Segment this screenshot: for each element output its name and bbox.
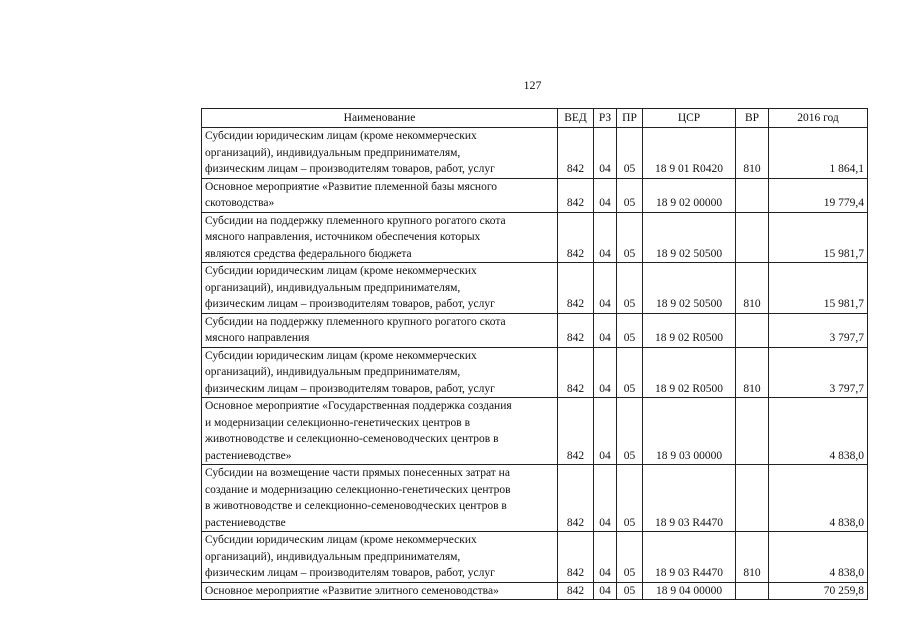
row-name [202, 178, 558, 212]
table-header-row [202, 109, 868, 128]
row-vr [736, 582, 769, 600]
row-csr: 18 9 02 R0500 [643, 313, 736, 347]
table-row [202, 263, 868, 314]
row-amount: 70 259,8 [769, 582, 868, 600]
header-csr: ЦСР [643, 109, 736, 128]
row-name-line: Основное мероприятие «Государственная поддержка создания [205, 400, 512, 412]
row-amount: 4 838,0 [769, 398, 868, 465]
row-rz: 04 [594, 263, 617, 314]
row-amount: 15 981,7 [769, 212, 868, 263]
row-csr: 18 9 01 R0420 [643, 128, 736, 179]
row-amount: 4 838,0 [769, 532, 868, 583]
row-name-line: Субсидии на поддержку племенного крупного рогатого скота [205, 315, 506, 328]
row-name-line: Субсидии юридическим лицам (кроме некоммерческих [205, 130, 477, 142]
row-rz: 04 [594, 178, 617, 212]
row-name [202, 582, 558, 600]
header-name: Наименование [202, 109, 558, 128]
row-name-line: в животноводстве и селекционно-семеноводческих центров в [205, 500, 507, 512]
row-name [202, 128, 558, 179]
table-row [202, 465, 868, 532]
page-number: 127 [523, 78, 542, 92]
budget-table [201, 108, 868, 600]
row-csr: 18 9 02 R0500 [643, 347, 736, 398]
table-row [202, 347, 868, 398]
table-row [202, 128, 868, 179]
header-ved: ВЕД [558, 109, 594, 128]
row-ved: 842 [558, 532, 594, 583]
row-name [202, 465, 558, 532]
row-name-line: физическим лицам – производителям товаров, работ, услуг [205, 382, 495, 395]
row-name [202, 263, 558, 314]
row-vr [736, 398, 769, 465]
row-name-line: организаций), индивидуальным предпринимателям, [205, 281, 461, 294]
row-pr: 05 [617, 178, 643, 212]
row-name-line: растениеводстве» [205, 449, 292, 462]
row-name-line: организаций), индивидуальным предпринимателям, [205, 146, 461, 159]
row-csr: 18 9 02 50500 [643, 212, 736, 263]
row-rz: 04 [594, 582, 617, 600]
row-vr: 810 [736, 128, 769, 179]
row-name-line: растениеводстве [205, 516, 286, 529]
row-csr: 18 9 03 R4470 [643, 532, 736, 583]
row-ved: 842 [558, 398, 594, 465]
row-amount: 19 779,4 [769, 178, 868, 212]
row-name-line: Субсидии юридическим лицам (кроме некоммерческих [205, 349, 477, 362]
row-amount: 3 797,7 [769, 347, 868, 398]
row-name-line: животноводстве и селекционно-семеноводческих центров в [205, 433, 499, 445]
row-pr: 05 [617, 582, 643, 600]
row-amount: 4 838,0 [769, 465, 868, 532]
row-csr: 18 9 03 R4470 [643, 465, 736, 532]
row-name-line: мясного направления, источником обеспечения которых [205, 231, 481, 243]
row-pr: 05 [617, 212, 643, 263]
row-vr [736, 178, 769, 212]
row-pr: 05 [617, 313, 643, 347]
table-row [202, 532, 868, 583]
header-year: 2016 год [769, 109, 868, 128]
row-csr: 18 9 02 50500 [643, 263, 736, 314]
row-csr: 18 9 02 00000 [643, 178, 736, 212]
row-pr: 05 [617, 347, 643, 398]
header-pr: ПР [617, 109, 643, 128]
table-row [202, 212, 868, 263]
row-csr: 18 9 04 00000 [643, 582, 736, 600]
row-name-line: являются средства федерального бюджета [205, 247, 412, 260]
header-rz: РЗ [594, 109, 617, 128]
row-name-line: Субсидии юридическим лицам (кроме некоммерческих [205, 265, 477, 277]
row-rz: 04 [594, 128, 617, 179]
row-name-line: скотоводства» [205, 197, 275, 209]
row-amount: 1 864,1 [769, 128, 868, 179]
row-ved: 842 [558, 128, 594, 179]
row-name-line: Основное мероприятие «Развитие элитного семеноводства» [205, 584, 499, 597]
row-name-line: физическим лицам – производителям товаров, работ, услуг [205, 298, 495, 310]
row-rz: 04 [594, 398, 617, 465]
row-rz: 04 [594, 212, 617, 263]
row-vr: 810 [736, 347, 769, 398]
row-name-line: физическим лицам – производителям товаров, работ, услуг [205, 567, 495, 579]
row-name [202, 212, 558, 263]
row-name-line: физическим лицам – производителям товаров, работ, услуг [205, 163, 495, 175]
table-row [202, 313, 868, 347]
row-name-line: и модернизации селекционно-генетических центров в [205, 416, 471, 429]
row-ved: 842 [558, 212, 594, 263]
row-ved: 842 [558, 263, 594, 314]
row-name [202, 313, 558, 347]
row-pr: 05 [617, 532, 643, 583]
row-name-line: Основное мероприятие «Развитие племенной базы мясного [205, 180, 498, 193]
row-rz: 04 [594, 347, 617, 398]
row-name-line: Субсидии на поддержку племенного крупного рогатого скота [205, 214, 506, 227]
row-name [202, 347, 558, 398]
row-name [202, 398, 558, 465]
row-csr: 18 9 03 00000 [643, 398, 736, 465]
row-rz: 04 [594, 313, 617, 347]
row-name-line: мясного направления [205, 332, 310, 344]
row-rz: 04 [594, 532, 617, 583]
row-rz: 04 [594, 465, 617, 532]
row-name-line: создание и модернизацию селекционно-генетических центров [205, 483, 511, 496]
header-vr: ВР [736, 109, 769, 128]
row-name-line: Субсидии на возмещение части прямых понесенных затрат на [205, 467, 510, 479]
table-row [202, 398, 868, 465]
row-ved: 842 [558, 347, 594, 398]
row-name [202, 532, 558, 583]
row-vr [736, 212, 769, 263]
row-vr [736, 313, 769, 347]
row-ved: 842 [558, 313, 594, 347]
table-row [202, 582, 868, 600]
table-row [202, 178, 868, 212]
row-vr: 810 [736, 263, 769, 314]
row-amount: 15 981,7 [769, 263, 868, 314]
row-pr: 05 [617, 398, 643, 465]
row-vr: 810 [736, 532, 769, 583]
row-vr [736, 465, 769, 532]
row-name-line: организаций), индивидуальным предпринимателям, [205, 366, 461, 378]
row-ved: 842 [558, 465, 594, 532]
row-ved: 842 [558, 582, 594, 600]
row-name-line: организаций), индивидуальным предпринимателям, [205, 550, 461, 563]
row-pr: 05 [617, 263, 643, 314]
row-pr: 05 [617, 465, 643, 532]
row-amount: 3 797,7 [769, 313, 868, 347]
row-ved: 842 [558, 178, 594, 212]
row-pr: 05 [617, 128, 643, 179]
row-name-line: Субсидии юридическим лицам (кроме некоммерческих [205, 534, 477, 546]
